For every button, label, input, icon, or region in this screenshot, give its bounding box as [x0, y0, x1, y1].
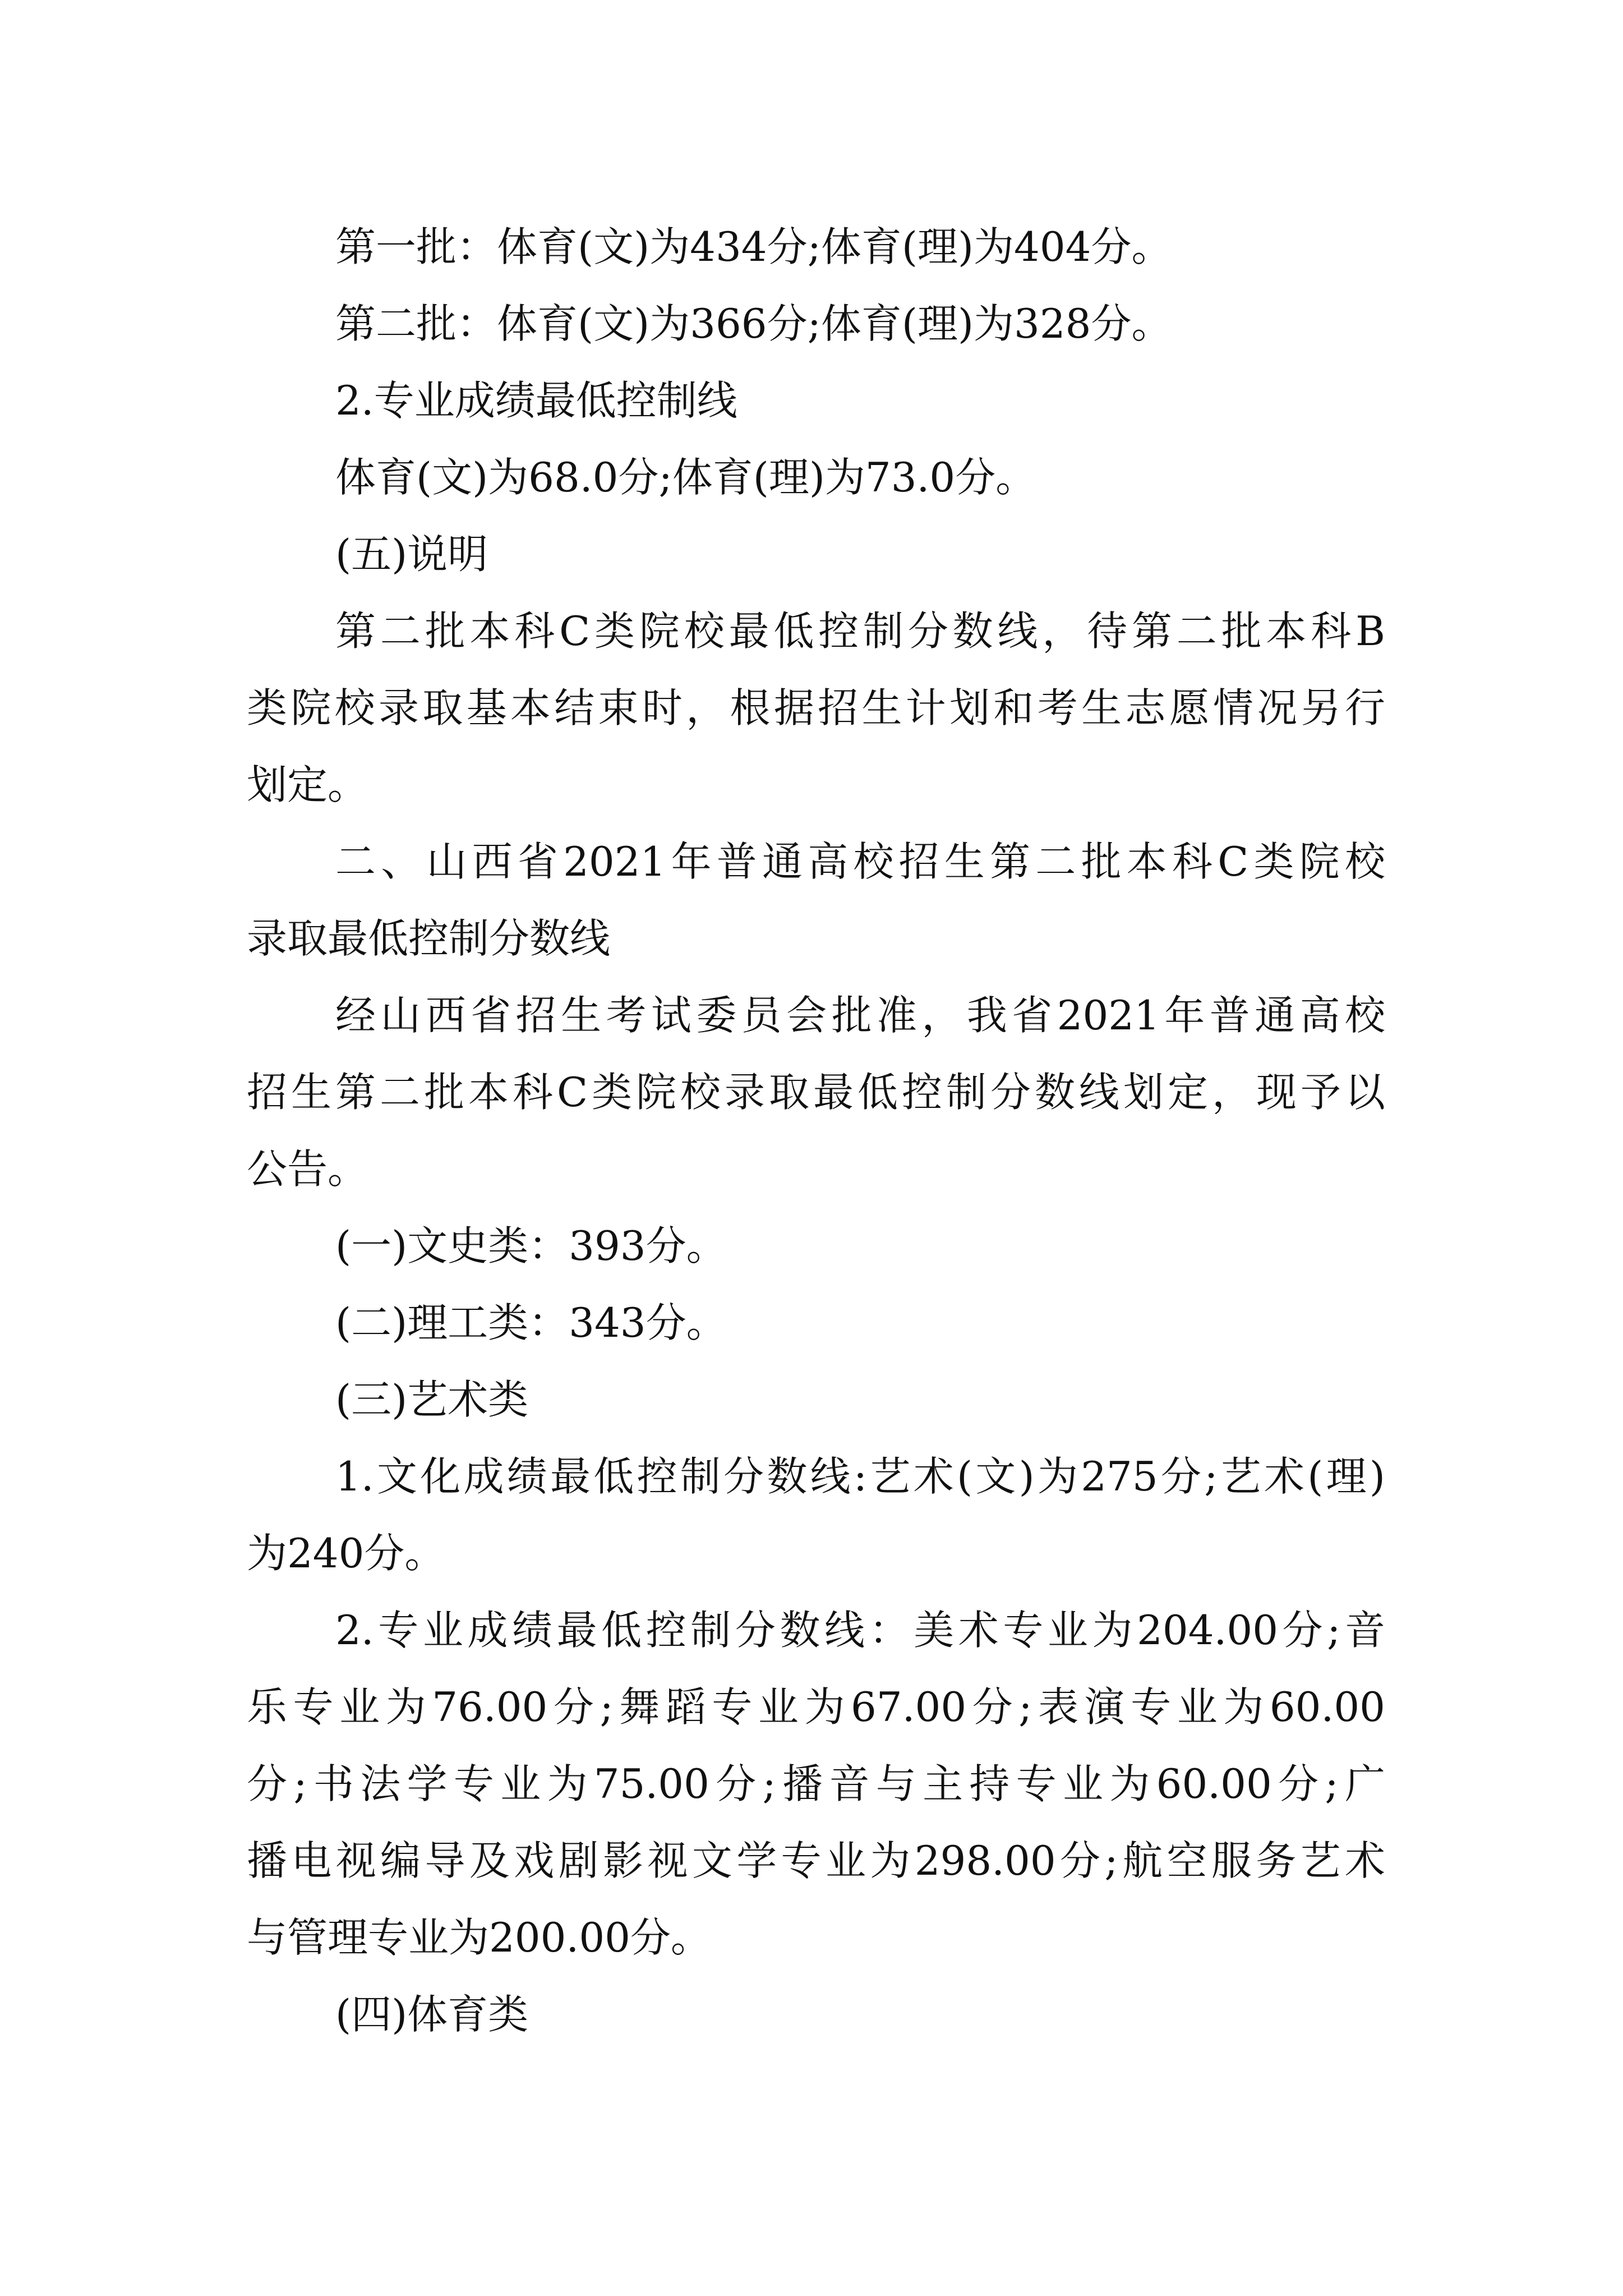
paragraph-line: 划定。 [247, 761, 368, 808]
paragraph-line: 经山西省招生考试委员会批准，我省2021年普通高校 [335, 992, 1385, 1039]
paragraph-line: 第二批：体育(文)为366分;体育(理)为328分。 [335, 300, 1172, 347]
paragraph-line: 播电视编导及戏剧影视文学专业为298.00分;航空服务艺术 [247, 1837, 1385, 1884]
paragraph-line: 2.专业成绩最低控制分数线：美术专业为204.00分;音 [335, 1607, 1385, 1654]
section-heading: (四)体育类 [335, 1991, 529, 2038]
paragraph-line: 分;书法学专业为75.00分;播音与主持专业为60.00分;广 [247, 1760, 1385, 1807]
paragraph-line: (一)文史类：393分。 [335, 1222, 727, 1269]
paragraph-line: 为240分。 [247, 1530, 445, 1577]
paragraph-line: 乐专业为76.00分;舞蹈专业为67.00分;表演专业为60.00 [247, 1683, 1385, 1731]
paragraph-line: 体育(文)为68.0分;体育(理)为73.0分。 [335, 454, 1036, 501]
paragraph-line: 公告。 [247, 1145, 368, 1193]
paragraph-line: 类院校录取基本结束时，根据招生计划和考生志愿情况另行 [247, 684, 1385, 731]
paragraph-line: 第二批本科C类院校最低控制分数线，待第二批本科B [335, 608, 1385, 655]
section-heading: (三)艺术类 [335, 1376, 529, 1423]
section-heading: 二、山西省2021年普通高校招生第二批本科C类院校 [335, 838, 1385, 885]
paragraph-line: 第一批：体育(文)为434分;体育(理)为404分。 [335, 223, 1172, 270]
paragraph-line: 与管理专业为200.00分。 [247, 1914, 711, 1961]
section-heading: 2.专业成绩最低控制线 [335, 377, 737, 424]
section-heading: 录取最低控制分数线 [247, 915, 611, 962]
paragraph-line: 1.文化成绩最低控制分数线:艺术(文)为275分;艺术(理) [335, 1453, 1385, 1500]
paragraph-line: (二)理工类：343分。 [335, 1299, 727, 1346]
section-heading: (五)说明 [335, 531, 488, 578]
paragraph-line: 招生第二批本科C类院校录取最低控制分数线划定，现予以 [247, 1069, 1385, 1116]
